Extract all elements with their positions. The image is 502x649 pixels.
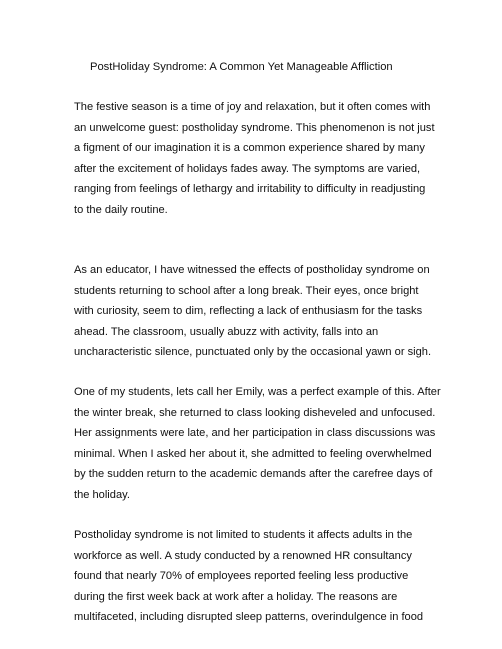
paragraph-line: to the daily routine. — [74, 203, 168, 216]
paragraph-line: As an educator, I have witnessed the effects of postholiday syndrome on — [74, 264, 430, 276]
paragraph-3 — [74, 382, 446, 505]
paragraph-line: The festive season is a time of joy and relaxation, but it often comes with — [74, 101, 431, 113]
paragraph-2 — [74, 260, 446, 363]
paragraph-line: students returning to school after a long break. Their eyes, once bright — [74, 284, 419, 297]
paragraph-line: workforce as well. A study conducted by a renowned HR consultancy — [74, 549, 412, 562]
paragraph-line: ranging from feelings of lethargy and irritability to difficulty in readjusting — [74, 183, 426, 195]
paragraph-4 — [74, 525, 446, 628]
paragraph-line: ahead. The classroom, usually abuzz with activity, falls into an — [74, 325, 379, 338]
paragraph-line: after the excitement of holidays fades away. The symptoms are varied, — [74, 162, 421, 175]
paragraph-line: by the sudden return to the academic demands after the carefree days of — [74, 468, 433, 480]
paragraph-1 — [74, 97, 446, 220]
paragraph-line: a figment of our imagination it is a common experience shared by many — [74, 142, 425, 154]
paragraph-line: One of my students, lets call her Emily, was a perfect example of this. After — [74, 386, 441, 398]
paragraph-line: minimal. When I asked her about it, she admitted to feeling overwhelmed — [74, 447, 432, 460]
paragraph-line: during the first week back at work after a holiday. The reasons are — [74, 590, 398, 603]
paragraph-line: the holiday. — [74, 488, 130, 501]
paragraph-line: an unwelcome guest: postholiday syndrome. This phenomenon is not just — [74, 121, 435, 134]
paragraph-line: uncharacteristic silence, punctuated only by the occasional yawn or sigh. — [74, 346, 432, 358]
paragraph-line: Her assignments were late, and her participation in class discussions was — [74, 427, 436, 439]
paragraph-line: multifaceted, including disrupted sleep patterns, overindulgence in food — [74, 611, 424, 623]
document-title: PostHoliday Syndrome: A Common Yet Manageable Affliction — [90, 61, 393, 73]
paragraph-line: the winter break, she returned to class looking disheveled and unfocused. — [74, 406, 436, 419]
paragraph-line: Postholiday syndrome is not limited to students it affects adults in the — [74, 529, 413, 541]
paragraph-line: found that nearly 70% of employees reported feeling less productive — [74, 570, 409, 582]
paragraph-line: with curiosity, seem to dim, reflecting a lack of enthusiasm for the tasks — [74, 305, 423, 317]
